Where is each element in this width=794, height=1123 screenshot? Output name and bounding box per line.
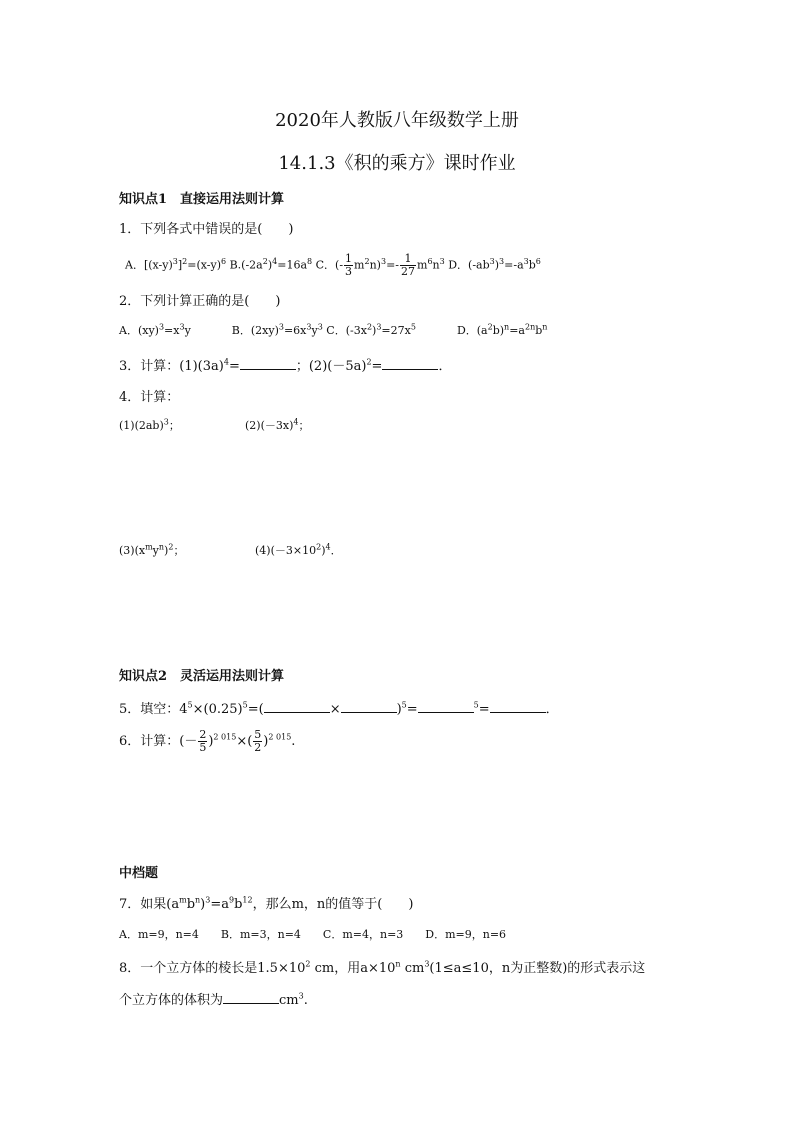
page-title: 2020年人教版八年级数学上册: [275, 110, 519, 131]
fraction-one-twentyseventh: $\frac{1}{27}$: [401, 252, 415, 278]
fraction-one-third: $\frac{1}{3}$: [345, 252, 353, 278]
answer-blank-8[interactable]: [223, 991, 279, 1004]
question-2-stem: 2．下列计算正确的是( ): [119, 294, 281, 309]
page-subtitle: 14.1.3《积的乘方》课时作业: [278, 153, 516, 174]
section-heading-2: 知识点2 灵活运用法则计算: [119, 669, 285, 684]
question-5: 5．填空：$4^5\times(0.25)^5=( \times )^5= ^5=$ ．: [119, 700, 559, 717]
section-heading-3: 中档题: [119, 866, 159, 881]
question-3: 3．计算：$(1)(3a)^4=$ ；$(2)(-5a)^2=$ ．: [119, 357, 452, 374]
question-6: 6．计算：(－ $\frac{2}{5}$ )$^{2 015}$×( $\frac{5}{2}$ )$^{2 015}$.: [119, 728, 296, 754]
section-heading-1: 知识点1 直接运用法则计算: [119, 192, 285, 207]
answer-blank-3-2[interactable]: [382, 357, 438, 370]
answer-blank-5-2[interactable]: [341, 700, 397, 713]
answer-blank-5-1[interactable]: [264, 700, 330, 713]
question-1-options: A．$[(x-y)^3]^2=(x-y)^6$ $B.(-2a^2)^4=16a^8$ C．(- $\frac{1}{3}$ $m^2n)^3=-$ $\frac{1}{27}$ $m^6n^3$ D．$(-ab^3)^3=-a^3b^6$: [125, 252, 541, 278]
question-7-options: A．m=9，n=4 B．m=3，n=4 C．m=4，n=3 D．m=9，n=6: [119, 928, 507, 941]
question-4-part-2: $(2)(-3x)^4$；: [245, 417, 310, 432]
question-4-part-1: $(1)(2ab)^3$；: [119, 417, 180, 432]
fraction-two-fifths: $\frac{2}{5}$: [199, 728, 207, 754]
question-8-line-2: 个立方体的体积为 $cm^3$.: [119, 991, 308, 1008]
answer-blank-5-4[interactable]: [490, 700, 546, 713]
question-4-part-4: $(4)(-3\times 10^2)^4$．: [255, 542, 342, 557]
answer-blank-5-3[interactable]: [418, 700, 474, 713]
question-1-stem: 1．下列各式中错误的是( ): [119, 222, 294, 237]
question-4-part-3: $(3)(x^my^n)^2$；: [119, 542, 185, 557]
question-4-stem: 4．计算：: [119, 390, 180, 405]
question-2-options: A．$(xy)^3=x^3y$ B．$(2xy)^3=6x^3y^3$ C．$(-3x^2)^3=27x^5$ D．$(a^2b)^n=a^{2n}b^n$: [119, 322, 548, 337]
question-7-stem: 7．如果$(a^mb^n)^3=a^9b^{12}$，那么m，n的值等于( ): [119, 895, 414, 912]
question-8-line-1: 8．一个立方体的棱长是$1.5\times 10^2$ cm，用$a\times 10^n$ $cm^3(1\le a\le 10$，n为正整数)的形式表示这: [119, 959, 646, 976]
answer-blank-3-1[interactable]: [240, 357, 296, 370]
fraction-five-halves: $\frac{5}{2}$: [254, 728, 262, 754]
